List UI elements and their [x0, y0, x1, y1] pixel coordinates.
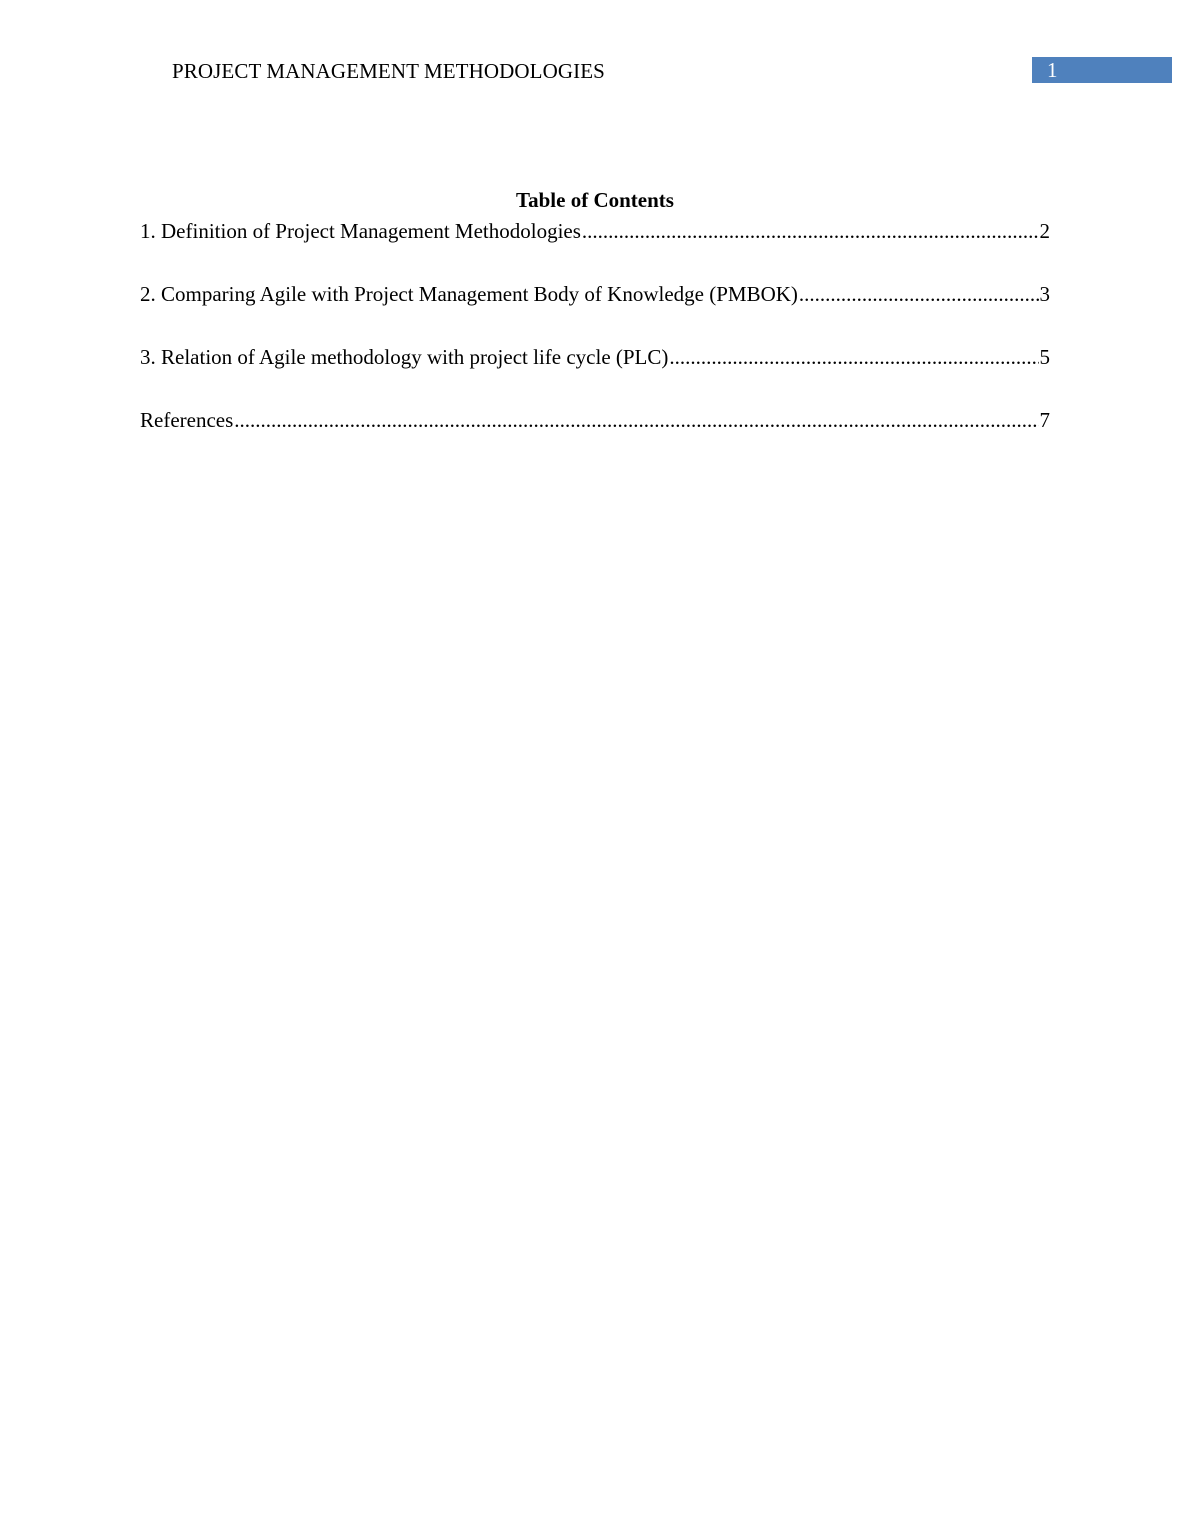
toc-entry-definition[interactable] — [140, 216, 1050, 246]
page-header — [0, 0, 1190, 100]
toc-dot-leader — [234, 405, 1038, 435]
toc-entry-page: 5 — [1039, 345, 1050, 369]
toc-entry-text: 3. Relation of Agile methodology with project life cycle (PLC) — [140, 345, 669, 369]
toc-entry-page: 7 — [1039, 408, 1050, 432]
running-head: PROJECT MANAGEMENT METHODOLOGIES — [172, 59, 605, 83]
toc-entry-page: 3 — [1039, 282, 1050, 306]
toc-entry-relation-agile-plc[interactable] — [140, 342, 1050, 372]
toc-entry-text: References — [140, 408, 234, 432]
toc-title: Table of Contents — [516, 188, 674, 212]
toc-entry-text: 1. Definition of Project Management Methodologies — [140, 219, 581, 243]
toc-entry-page: 2 — [1039, 219, 1050, 243]
table-of-contents — [140, 186, 1050, 468]
toc-entry-text: 2. Comparing Agile with Project Management Body of Knowledge (PMBOK) — [140, 282, 798, 306]
page-number: 1 — [1047, 58, 1058, 82]
page-number-box — [1032, 57, 1172, 83]
toc-dot-leader — [669, 342, 1038, 372]
toc-dot-leader — [799, 279, 1039, 309]
toc-dot-leader — [582, 216, 1039, 246]
toc-entry-comparing-agile[interactable] — [140, 279, 1050, 309]
toc-entry-references[interactable] — [140, 405, 1050, 435]
